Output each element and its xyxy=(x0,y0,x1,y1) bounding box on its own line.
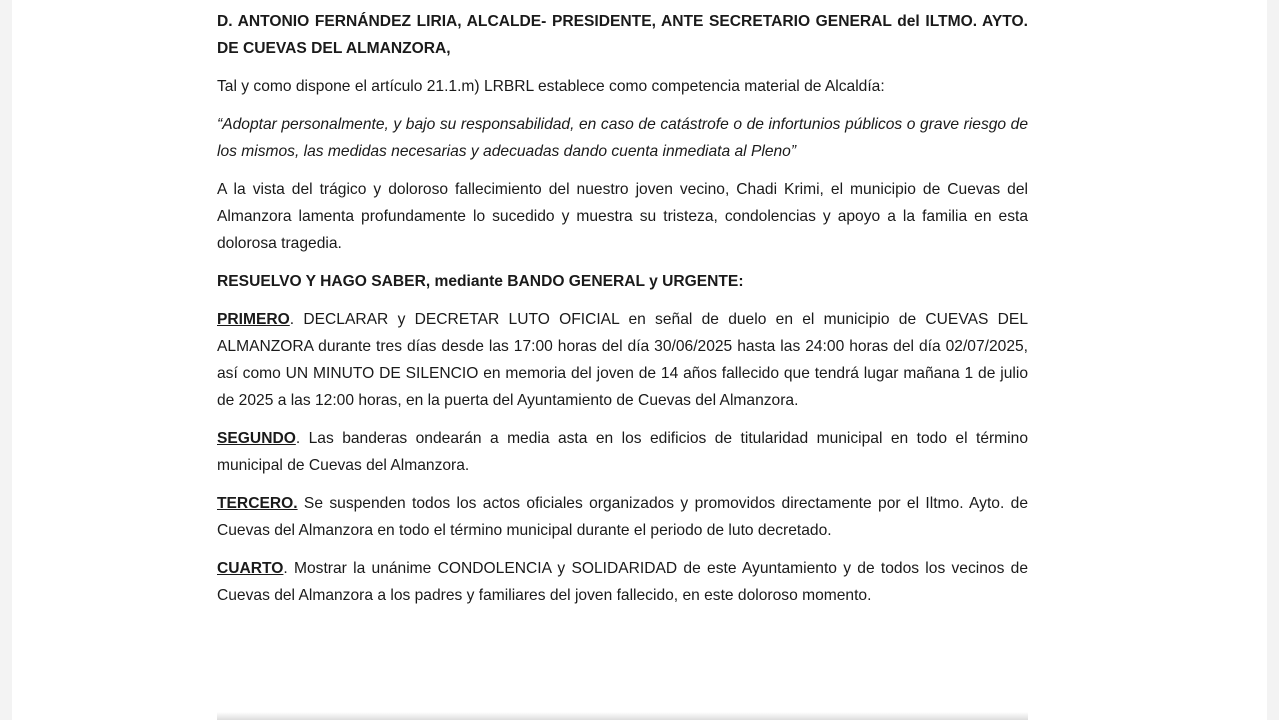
cut-off-line xyxy=(217,712,1028,720)
item-label: SEGUNDO xyxy=(217,430,296,447)
context-paragraph: A la vista del trágico y doloroso fallecimiento del nuestro joven vecino, Chadi Krimi, el municipio de Cuevas del Almanzora lamenta profundamente lo sucedido y muestra su tristeza, condolencias y apoyo a la familia en esta dolorosa tragedia. xyxy=(217,181,1028,252)
header-paragraph: D. ANTONIO FERNÁNDEZ LIRIA, ALCALDE- PRESIDENTE, ANTE SECRETARIO GENERAL del ILTMO. AYTO. DE CUEVAS DEL ALMANZORA, xyxy=(217,13,1028,57)
item-segundo xyxy=(217,425,1028,479)
item-label: TERCERO. xyxy=(217,495,298,512)
item-tercero xyxy=(217,490,1028,544)
item-label: CUARTO xyxy=(217,560,284,577)
resolution-heading: RESUELVO Y HAGO SABER, mediante BANDO GENERAL y URGENTE: xyxy=(217,273,744,290)
item-text: . Las banderas ondearán a media asta en los edificios de titularidad municipal en todo el término municipal de Cuevas del Almanzora. xyxy=(217,430,1028,474)
quote-paragraph: “Adoptar personalmente, y bajo su responsabilidad, en caso de catástrofe o de infortunios públicos o grave riesgo de los mismos, las medidas necesarias y adecuadas dando cuenta inmediata al Pleno” xyxy=(217,116,1028,160)
item-text: . Mostrar la unánime CONDOLENCIA y SOLIDARIDAD de este Ayuntamiento y de todos los vecinos de Cuevas del Almanzora a los padres y familiares del joven fallecido, en este doloroso momento. xyxy=(217,560,1028,604)
document-body xyxy=(217,8,1028,620)
document-page xyxy=(12,0,1267,720)
item-cuarto xyxy=(217,555,1028,609)
item-primero xyxy=(217,306,1028,414)
intro-paragraph: Tal y como dispone el artículo 21.1.m) LRBRL establece como competencia material de Alcaldía: xyxy=(217,78,885,95)
item-label: PRIMERO xyxy=(217,311,290,328)
item-text: Se suspenden todos los actos oficiales organizados y promovidos directamente por el Iltmo. Ayto. de Cuevas del Almanzora en todo el término municipal durante el periodo de luto decretado. xyxy=(217,495,1028,539)
item-text: . DECLARAR y DECRETAR LUTO OFICIAL en señal de duelo en el municipio de CUEVAS DEL ALMANZORA durante tres días desde las 17:00 horas del día 30/06/2025 hasta las 24:00 horas del día 02/07/2025, así como UN MINUTO DE SILENCIO en memoria del joven de 14 años fallecido que tendrá lugar mañana 1 de julio de 2025 a las 12:00 horas, en la puerta del Ayuntamiento de Cuevas del Almanzora. xyxy=(217,311,1028,409)
